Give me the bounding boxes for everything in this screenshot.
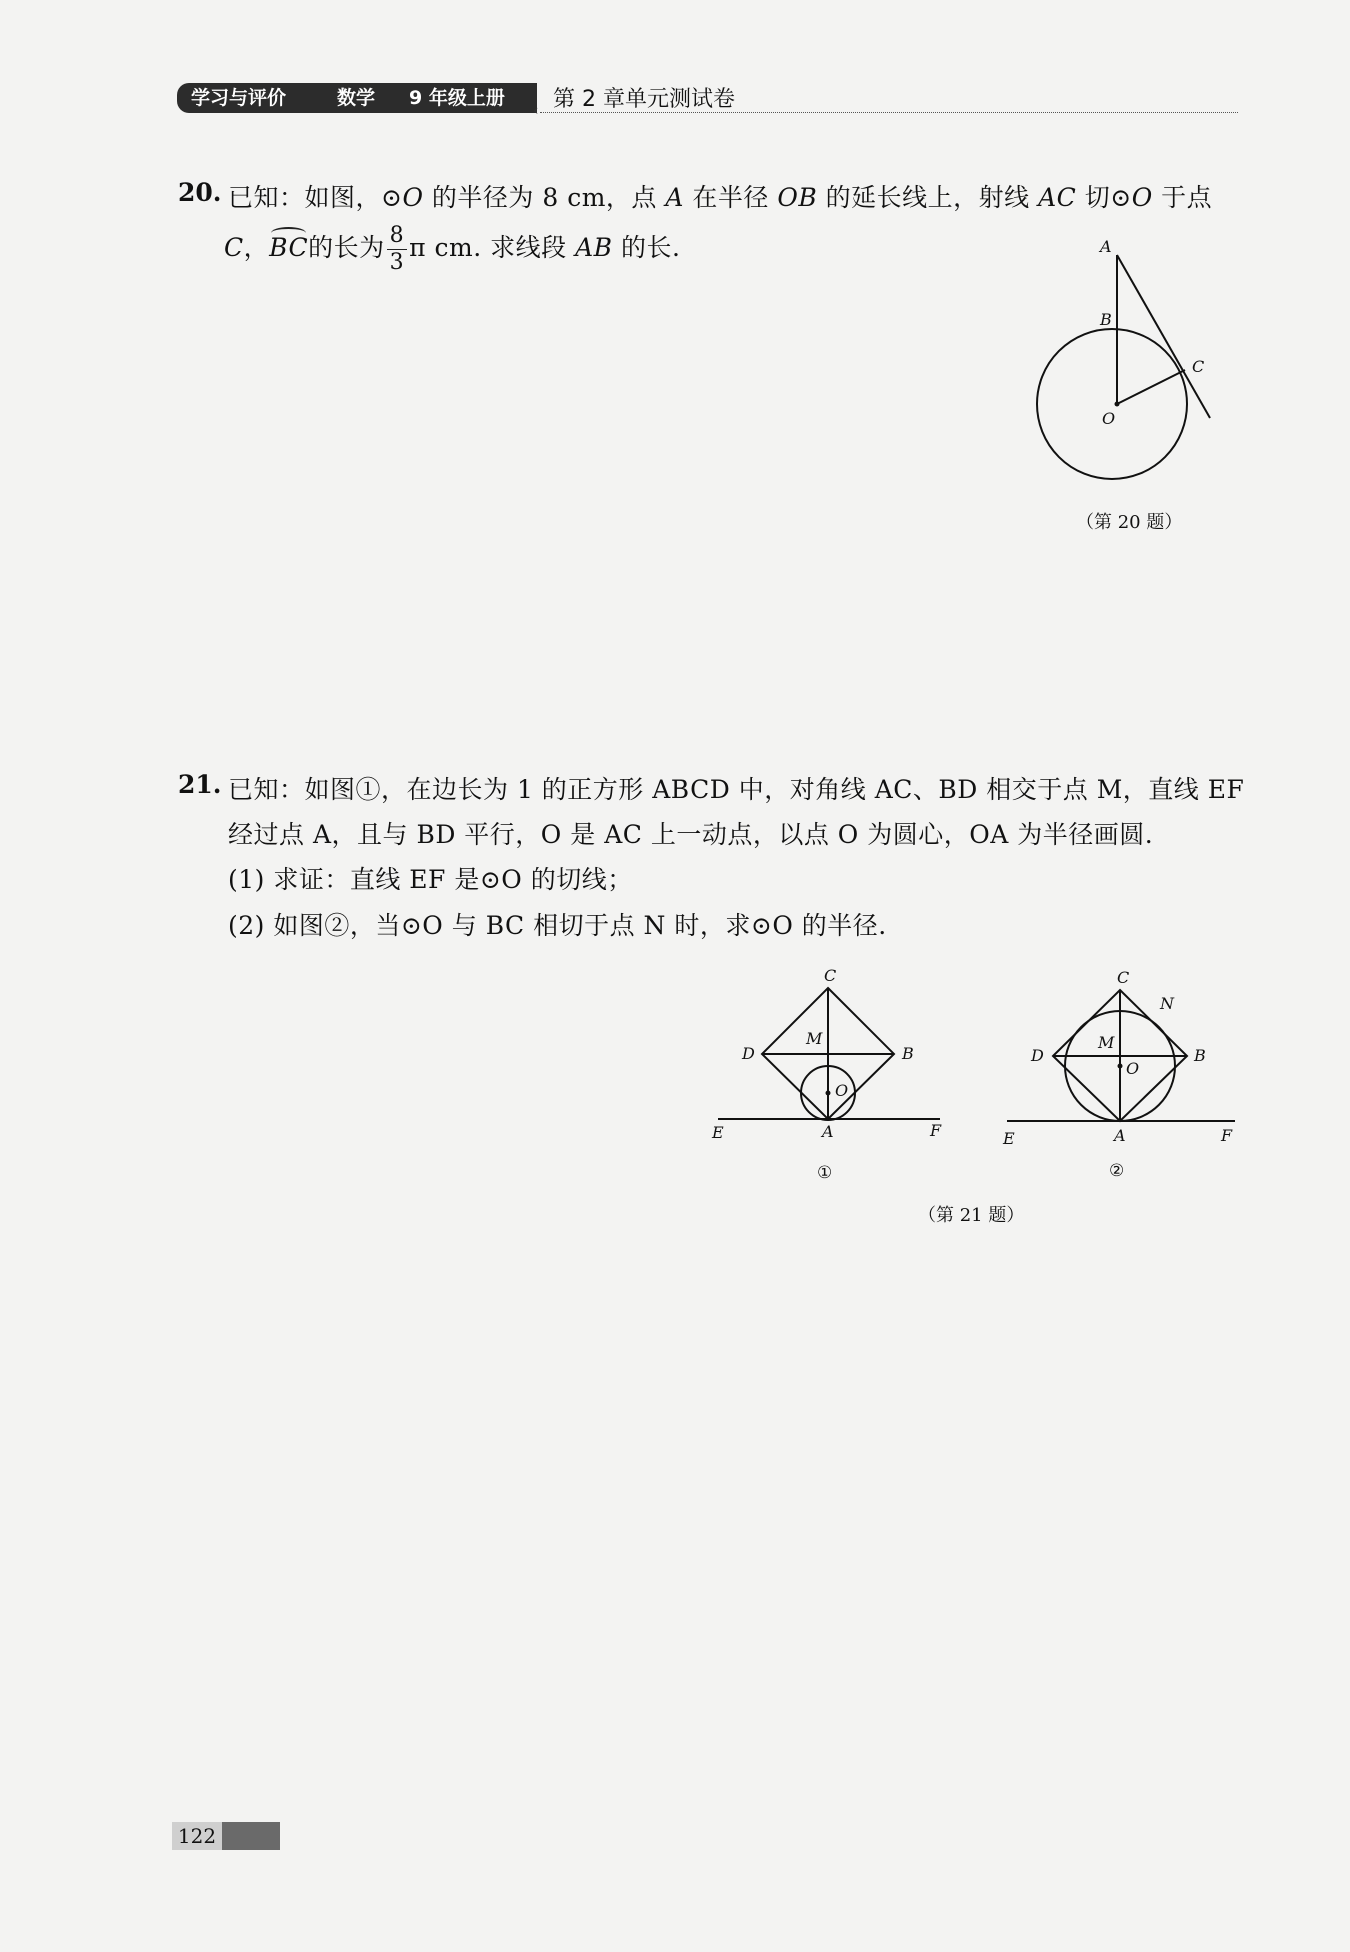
fig1-label-f: F [930, 1121, 942, 1140]
fig1-label-c: C [824, 966, 837, 985]
q20-line1 [228, 178, 1212, 214]
q20-caption: （第 20 题） [1076, 512, 1183, 533]
fig1-label-e: E [712, 1123, 724, 1142]
fig1-label-a: A [822, 1122, 834, 1141]
q20-l1-k: 于点 [1152, 183, 1213, 212]
header-book: 学习与评价 [191, 87, 287, 109]
q20-figure [1030, 230, 1230, 490]
q21-line3: (1) 求证：直线 EF 是⊙O 的切线； [228, 865, 633, 894]
fig2-label-a: A [1114, 1126, 1126, 1145]
q20-l2-f: 的长. [612, 233, 681, 262]
fig2-label-o: O [1126, 1059, 1140, 1078]
header-arrow-icon: ‹ [533, 103, 539, 119]
q20-l1-i: 切⊙ [1076, 183, 1132, 212]
q20-fraction [387, 225, 408, 274]
q20-tangent-ac [1117, 255, 1210, 418]
q20-frac-den: 3 [389, 250, 405, 275]
q20-l1-c: 的半径为 8 cm，点 [423, 183, 666, 212]
q21-number: 21. [178, 770, 222, 799]
fig2-center-dot [1118, 1064, 1123, 1069]
q21-figure-2 [995, 960, 1255, 1190]
q20-frac-num: 8 [387, 225, 408, 250]
header-rule [540, 112, 1238, 113]
q20-l1-e: 在半径 [683, 183, 778, 212]
q20-line2 [224, 225, 680, 274]
q21-line1: 已知：如图①，在边长为 1 的正方形 ABCD 中，对角线 AC、BD 相交于点 M，直线 EF [228, 775, 1245, 804]
q21-line2: 经过点 A，且与 BD 平行，O 是 AC 上一动点，以点 O 为圆心，OA 为半径画圆. [228, 820, 1154, 849]
q20-l1-g: 的延长线上，射线 [817, 183, 1039, 212]
q20-label-b: B [1100, 310, 1112, 329]
q20-radius-oc [1117, 370, 1185, 404]
q20-number: 20. [178, 178, 222, 207]
fig2-label-b: B [1194, 1046, 1206, 1065]
fig2-label-e: E [1003, 1129, 1015, 1148]
q20-l2-a: C [224, 233, 244, 262]
fig1-label-b: B [902, 1044, 914, 1063]
q21-line4: (2) 如图②，当⊙O 与 BC 相切于点 N 时，求⊙O 的半径. [228, 911, 887, 940]
fig1-label-index: ① [817, 1163, 833, 1183]
fig2-label-c: C [1117, 968, 1130, 987]
q20-l1-b: O [402, 183, 424, 212]
header-chapter: 第 2 章单元测试卷 [553, 87, 735, 112]
q20-l1-d: A [665, 183, 684, 212]
q20-label-o: O [1102, 409, 1116, 428]
fig1-label-d: D [742, 1044, 755, 1063]
page-number: 122 [172, 1822, 222, 1850]
q20-l2-e: AB [575, 233, 613, 262]
fig1-center-dot [826, 1091, 831, 1096]
fig2-label-d: D [1031, 1046, 1044, 1065]
fig2-label-m: M [1098, 1033, 1115, 1052]
q20-l2-b: ， [243, 233, 270, 262]
fig2-label-n: N [1160, 994, 1174, 1013]
q20-arc-bc: BC [269, 233, 309, 262]
q20-l1-j: O [1131, 183, 1153, 212]
q20-label-c: C [1192, 357, 1205, 376]
q20-l2-c: 的长为 [308, 233, 385, 262]
q21-caption: （第 21 题） [918, 1205, 1025, 1226]
q20-label-a: A [1100, 237, 1112, 256]
q20-center-dot [1115, 402, 1120, 407]
header-tab [177, 83, 537, 113]
q20-circle [1037, 329, 1187, 479]
fig2-label-f: F [1221, 1126, 1233, 1145]
q20-l1-h: AC [1038, 183, 1077, 212]
header-subject: 数学 [337, 87, 376, 109]
q20-l2-d: π cm. 求线段 [409, 233, 576, 262]
fig1-label-m: M [806, 1029, 823, 1048]
q20-l1-a: 已知：如图，⊙ [228, 183, 403, 212]
q20-l1-f: OB [777, 183, 818, 212]
fig1-label-o: O [835, 1081, 849, 1100]
q21-figure-1 [700, 960, 960, 1190]
fig2-label-index: ② [1109, 1161, 1125, 1181]
header-grade: 9 年级上册 [409, 87, 505, 109]
